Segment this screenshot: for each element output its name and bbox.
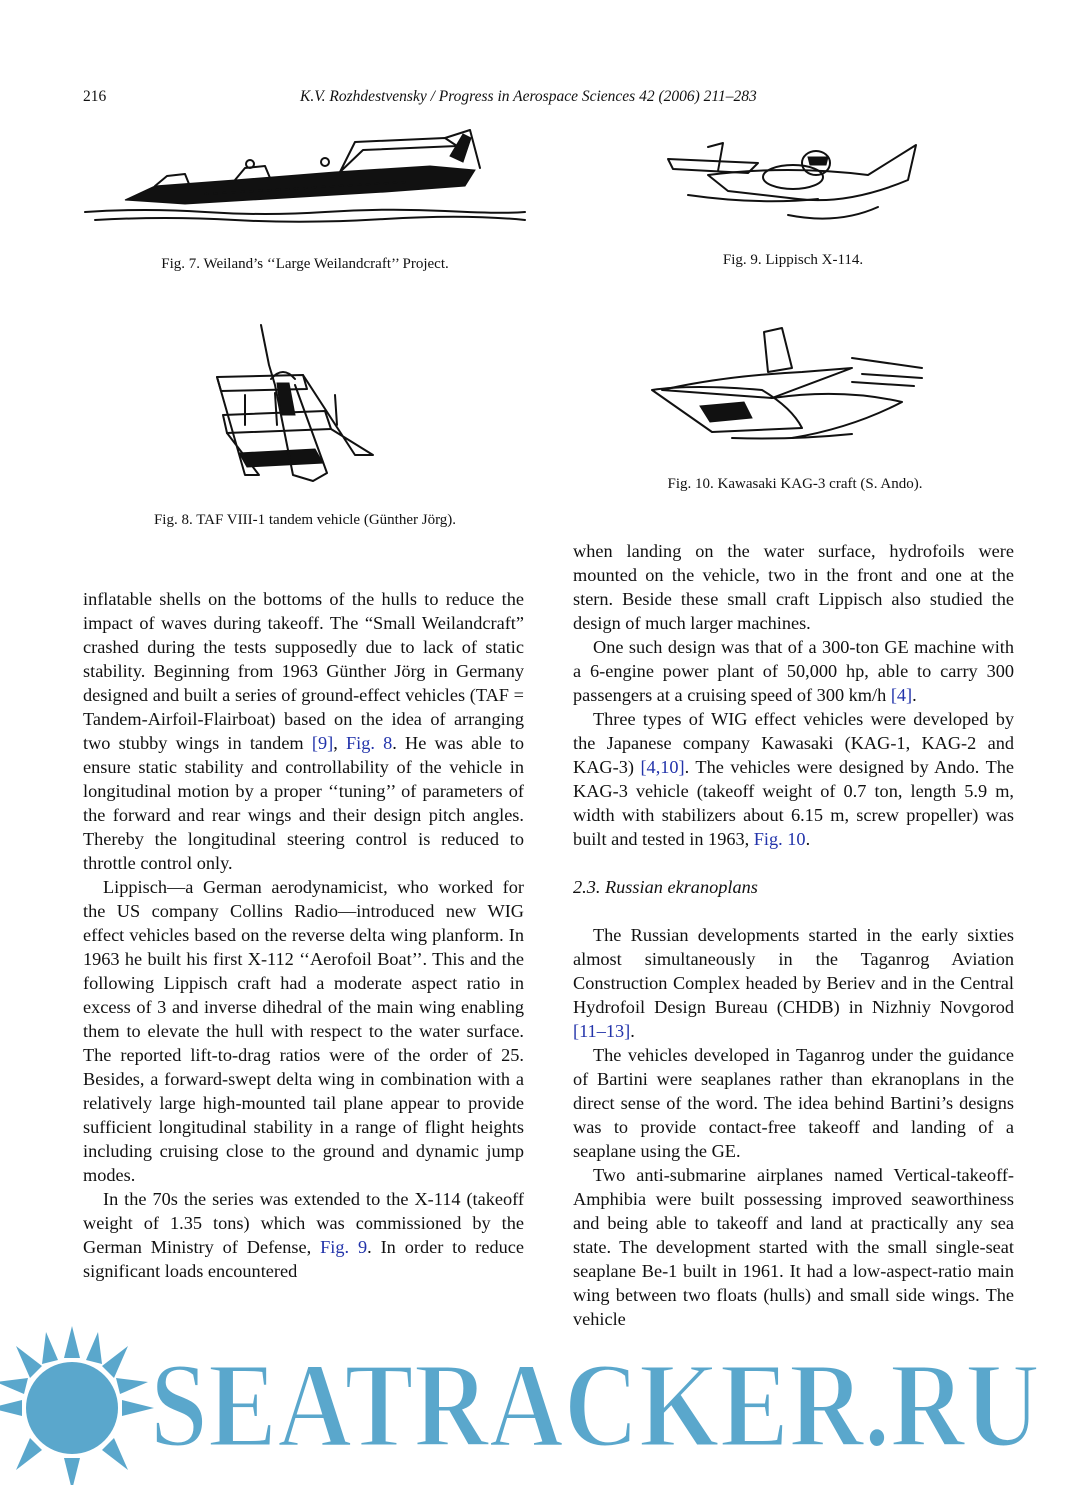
right-paragraph-2 <box>573 635 1014 707</box>
text-run: . <box>805 829 811 849</box>
citation-link[interactable]: [4] <box>890 685 913 705</box>
text-run: . <box>912 685 917 705</box>
citation-link[interactable]: [4,10] <box>640 757 685 777</box>
sun-logo-icon <box>0 1326 154 1485</box>
right-column <box>573 539 1014 1331</box>
fig9-illustration <box>668 135 918 235</box>
left-column <box>83 587 524 1283</box>
fig7-illustration <box>85 128 525 228</box>
watermark-text: SEATRACKER.RU <box>150 1338 1040 1473</box>
figure-link[interactable]: Fig. 9 <box>320 1237 368 1257</box>
right-paragraph-3 <box>573 707 1014 851</box>
text-run: Three types of WIG effect vehicles were developed by the Japanese company Kawasaki (KAG-1, KAG-2 and KAG-3) <box>573 709 1014 777</box>
left-paragraph-2: Lippisch—a German aerodynamicist, who worked for the US company Collins Radio—introduced new WIG effect vehicles based on the reverse delta wing planform. In 1963 he built his first X-112 ‘‘Aerofoil Boat’’. This and the following Lippisch craft had a moderate aspect ratio in excess of 3 and inverse dihedral of the main wing enabling them to elevate the hull with respect to the water surface. The reported lift-to-drag ratios were of the order of 25. Besides, a forward-swept delta wing in combination with a relatively large high-mounted tail plane appear to provide sufficient longitudinal stability in a range of flight heights including cruising close to the ground and dynamic jump modes. <box>83 877 524 1185</box>
citation-link[interactable]: [11–13] <box>573 1021 631 1041</box>
right-paragraph-5: The vehicles developed in Taganrog under the guidance of Bartini were seaplanes rather than ekranoplans in the direct sense of the word. The idea behind Bartini’s designs was to provide contact-free takeoff and landing of a seaplane using the GE. <box>573 1045 1014 1161</box>
fig10-illustration <box>652 328 922 458</box>
citation-link[interactable]: [9] <box>311 733 334 753</box>
text-run: , <box>333 733 346 753</box>
fig7-caption: Fig. 7. Weiland’s ‘‘Large Weilandcraft’’ Project. <box>161 256 449 272</box>
text-run: The Russian developments started in the early sixties almost simultaneously in the Taganrog Aviation Construction Complex headed by Beriev and in the Central Hydrofoil Design Bureau (CHDB) in Nizhniy Novgorod <box>573 925 1014 1017</box>
running-head: K.V. Rozhdestvensky / Progress in Aerospace Sciences 42 (2006) 211–283 <box>300 88 757 105</box>
right-paragraph-1: when landing on the water surface, hydrofoils were mounted on the vehicle, two in the front and one at the stern. Beside these small craft Lippisch also studied the design of much larger machines. <box>573 541 1014 633</box>
page-number: 216 <box>83 88 107 105</box>
fig10-caption: Fig. 10. Kawasaki KAG-3 craft (S. Ando). <box>667 476 923 492</box>
right-paragraph-4 <box>573 923 1014 1043</box>
text-run: One such design was that of a 300-ton GE machine with a 6-engine power plant of 50,000 hp, able to carry 300 passengers at a cruising speed of 300 km/h <box>573 637 1014 705</box>
fig8-illustration <box>215 325 375 485</box>
text-run: . The vehicles were designed by Ando. The KAG-3 vehicle (takeoff weight of 0.7 ton, length 5.9 m, width with stabilizers about 6.15 m, screw propeller) was built and tested in 1963, <box>573 757 1014 849</box>
left-paragraph-1 <box>83 587 524 875</box>
figure-link[interactable]: Fig. 10 <box>753 829 806 849</box>
fig8-caption: Fig. 8. TAF VIII-1 tandem vehicle (Günther Jörg). <box>153 512 457 528</box>
figure-link[interactable]: Fig. 8 <box>345 733 393 753</box>
section-heading: 2.3. Russian ekranoplans <box>573 877 758 897</box>
watermark <box>0 1318 1080 1485</box>
text-run: . In order to reduce significant loads encountered <box>83 1237 524 1281</box>
text-run: inflatable shells on the bottoms of the hulls to reduce the impact of waves during takeoff. The “Small Weilandcraft” crashed during the tests supposedly due to lack of static stability. Beginning from 1963 Günther Jörg in Germany designed and built a series of ground-effect vehicles (TAF = Tandem-Airfoil-Flairboat) based on the idea of arranging two stubby wings in tandem <box>83 589 524 753</box>
left-paragraph-3 <box>83 1187 524 1283</box>
text-run: In the 70s the series was extended to the X-114 (takeoff weight of 1.35 tons) which was commissioned by the German Ministry of Defense, <box>83 1189 524 1257</box>
fig9-caption: Fig. 9. Lippisch X-114. <box>722 252 864 268</box>
right-paragraph-6: Two anti-submarine airplanes named Vertical-takeoff-Amphibia were built possessing improved seaworthiness and being able to takeoff and land at practically any sea state. The development started with the small single-seat seaplane Be-1 built in 1961. It had a low-aspect-ratio main wing between two floats (hulls) and small side wings. The vehicle <box>573 1165 1014 1329</box>
text-run: . <box>630 1021 635 1041</box>
text-run: . He was able to ensure static stability and controllability of the vehicle in longitudinal motion by a proper ‘‘tuning’’ of parameters of the forward and rear wings and their design pitch angles. Thereby the longitudinal steering control is reduced to throttle control only. <box>83 733 525 873</box>
